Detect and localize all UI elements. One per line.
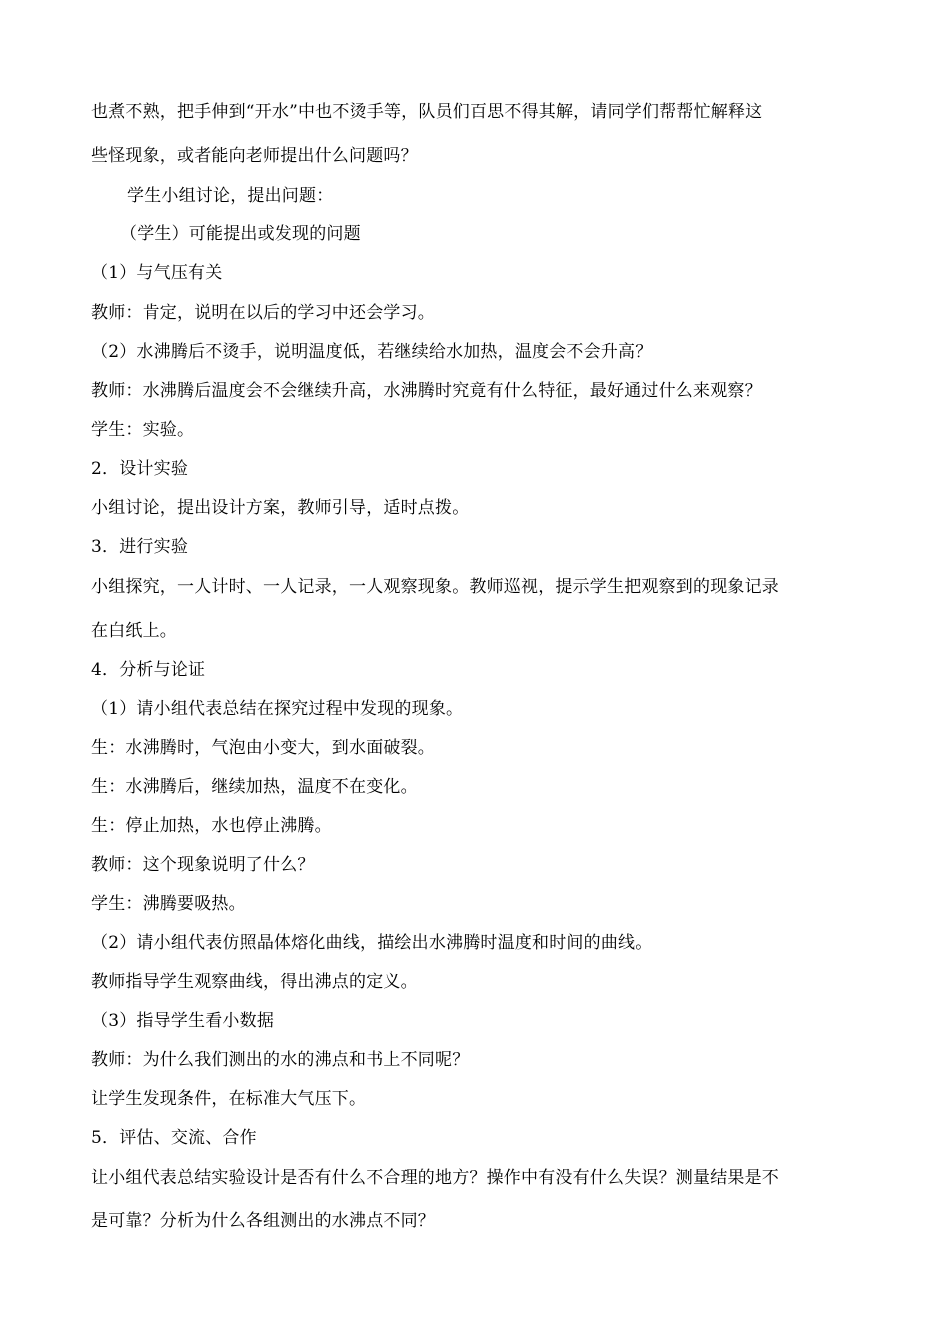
section-heading: 4．分析与论证 [91, 660, 206, 680]
paragraph-line: 学生：沸腾要吸热。 [91, 894, 246, 914]
paragraph-line: （1）请小组代表总结在探究过程中发现的现象。 [91, 699, 464, 719]
paragraph-line: （1）与气压有关 [91, 263, 223, 283]
paragraph-line: 教师指导学生观察曲线，得出沸点的定义。 [91, 972, 418, 992]
paragraph-line: 些怪现象，或者能向老师提出什么问题吗？ [91, 146, 418, 166]
paragraph-line: 让小组代表总结实验设计是否有什么不合理的地方？操作中有没有什么失误？测量结果是不 [91, 1168, 779, 1188]
paragraph-line: 生：停止加热，水也停止沸腾。 [91, 816, 332, 836]
paragraph-line: （2）水沸腾后不烫手，说明温度低，若继续给水加热，温度会不会升高？ [91, 342, 653, 362]
paragraph-line: （2）请小组代表仿照晶体熔化曲线，描绘出水沸腾时温度和时间的曲线。 [91, 933, 653, 953]
paragraph-line: 在白纸上。 [91, 621, 177, 641]
section-heading: 5．评估、交流、合作 [91, 1128, 257, 1148]
paragraph-line: 让学生发现条件，在标准大气压下。 [91, 1089, 367, 1109]
paragraph-line: 生：水沸腾时，气泡由小变大，到水面破裂。 [91, 738, 435, 758]
paragraph-line: 小组探究，一人计时、一人记录，一人观察现象。教师巡视，提示学生把观察到的现象记录 [91, 577, 779, 597]
section-heading: 2．设计实验 [91, 459, 189, 479]
section-heading: 3．进行实验 [91, 537, 189, 557]
paragraph-line: （学生）可能提出或发现的问题 [120, 224, 361, 244]
paragraph-line: 教师：这个现象说明了什么？ [91, 855, 315, 875]
paragraph-line: 是可靠？分析为什么各组测出的水沸点不同？ [91, 1211, 435, 1231]
paragraph-line: 学生小组讨论，提出问题： [127, 186, 334, 206]
paragraph-line: 教师：肯定，说明在以后的学习中还会学习。 [91, 303, 435, 323]
paragraph-line: 生：水沸腾后，继续加热，温度不在变化。 [91, 777, 418, 797]
paragraph-line: 也煮不熟，把手伸到“开水”中也不烫手等，队员们百思不得其解，请同学们帮帮忙解释这 [91, 102, 763, 122]
paragraph-line: 小组讨论，提出设计方案，教师引导，适时点拨。 [91, 498, 470, 518]
paragraph-line: 教师：为什么我们测出的水的沸点和书上不同呢？ [91, 1050, 470, 1070]
paragraph-line: 教师：水沸腾后温度会不会继续升高，水沸腾时究竟有什么特征，最好通过什么来观察？ [91, 381, 762, 401]
paragraph-line: 学生：实验。 [91, 420, 195, 440]
paragraph-line: （3）指导学生看小数据 [91, 1011, 275, 1031]
